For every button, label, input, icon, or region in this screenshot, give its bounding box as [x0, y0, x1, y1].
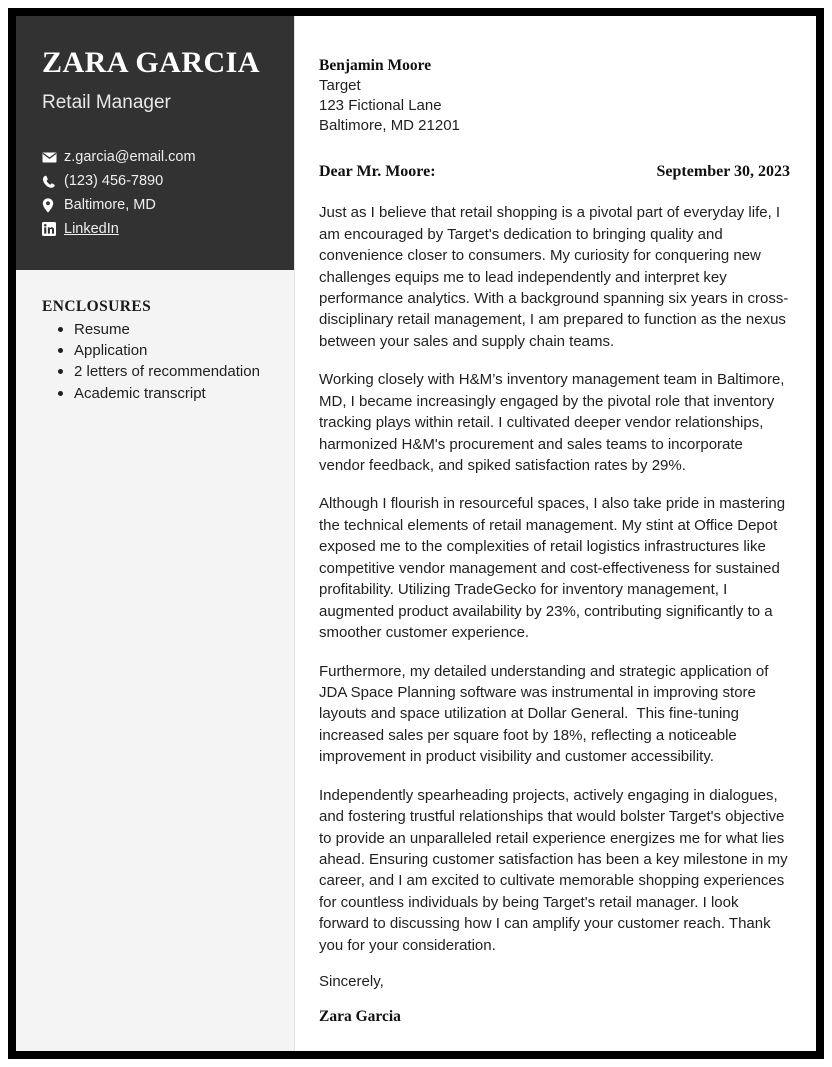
letter-date: September 30, 2023 — [656, 163, 790, 181]
enclosures-list — [42, 319, 274, 404]
letter-body — [295, 16, 816, 1051]
recipient-company: Target — [319, 77, 361, 95]
enclosures-section — [16, 270, 294, 404]
location-pin-icon — [42, 198, 64, 213]
body-paragraph: Although I flourish in resourceful spaces, I also take pride in mastering the technical elements of retail management. My stint at Office Depot exposed me to the complexities of retail logistics infrastructures like competitive vendor management and cost-effectiveness for sustained profitability. Utilizing TradeGecko for inventory management, I augmented product availability by 23%, contributing significantly to a smoother customer experience. — [319, 495, 790, 642]
enclosures-title: ENCLOSURES — [42, 297, 152, 315]
recipient-street: 123 Fictional Lane — [319, 96, 442, 114]
recipient-name: Benjamin Moore — [319, 57, 432, 74]
list-item: Resume — [72, 319, 274, 340]
phone-icon — [42, 175, 64, 189]
sidebar — [16, 16, 295, 1051]
signature-name: Zara Garcia — [319, 1008, 401, 1026]
contact-list — [42, 148, 268, 238]
contact-item-email — [42, 148, 268, 167]
salutation: Dear Mr. Moore: — [319, 163, 436, 181]
candidate-job-title: Retail Manager — [42, 91, 171, 113]
candidate-name: ZARA GARCIA — [42, 46, 261, 79]
contact-phone-text: (123) 456-7890 — [64, 173, 164, 190]
body-paragraph: Independently spearheading projects, actively engaging in dialogues, and fostering trustful relationships that would bolster Target's objective to provide an unparalleled retail experience energizes me for what lies ahead. Ensuring customer satisfaction has been a key milestone in my career, and I am excited to cultivate memorable shopping experiences for countless individuals by being Target's retail manager. I look forward to discussing how I can amplify your customer reach. Thank you for your consideration. — [319, 786, 792, 954]
salutation-row — [319, 163, 790, 181]
contact-item-linkedin[interactable] — [42, 220, 268, 239]
contact-email-text: z.garcia@email.com — [64, 149, 196, 166]
linkedin-icon — [42, 222, 64, 236]
list-item: Application — [72, 340, 274, 361]
recipient-address-block — [319, 56, 790, 135]
cover-letter-page — [16, 16, 816, 1051]
contact-item-phone — [42, 172, 268, 191]
closing-line: Sincerely, — [319, 973, 384, 991]
contact-linkedin-link[interactable]: LinkedIn — [64, 220, 119, 237]
body-paragraph: Working closely with H&M’s inventory management team in Baltimore, MD, I became increasingly engaged by the pivotal role that inventory tracking plays within retail. I cultivated deeper vendor relationships, harmonized H&M's procurement and sales teams to incorporate vendor feedback, and spiked satisfaction rates by 29%. — [319, 371, 789, 475]
contact-location-text: Baltimore, MD — [64, 197, 156, 214]
sidebar-header — [16, 16, 294, 270]
contact-item-location — [42, 196, 268, 215]
list-item: Academic transcript — [72, 383, 274, 404]
document-page-border — [8, 8, 824, 1059]
envelope-icon — [42, 152, 64, 163]
body-paragraph: Furthermore, my detailed understanding and strategic application of JDA Space Planning software was instrumental in improving store layouts and space utilization at Dollar General. This fine-tuning increased sales per square foot by 18%, reflecting a noticeable improvement in product visibility and customer accessibility. — [319, 662, 773, 766]
recipient-city-state-zip: Baltimore, MD 21201 — [319, 116, 460, 134]
body-paragraph: Just as I believe that retail shopping is a pivotal part of everyday life, I am encouraged by Target's dedication to bringing quality and convenience closer to consumers. My curiosity for conquering new challenges equips me to lead independently and interpret key performance analytics. With a background spanning six years in cross-disciplinary retail management, I am prepared to function as the nexus between your sales and supply chain teams. — [319, 204, 791, 350]
list-item: 2 letters of recommendation — [72, 361, 274, 382]
